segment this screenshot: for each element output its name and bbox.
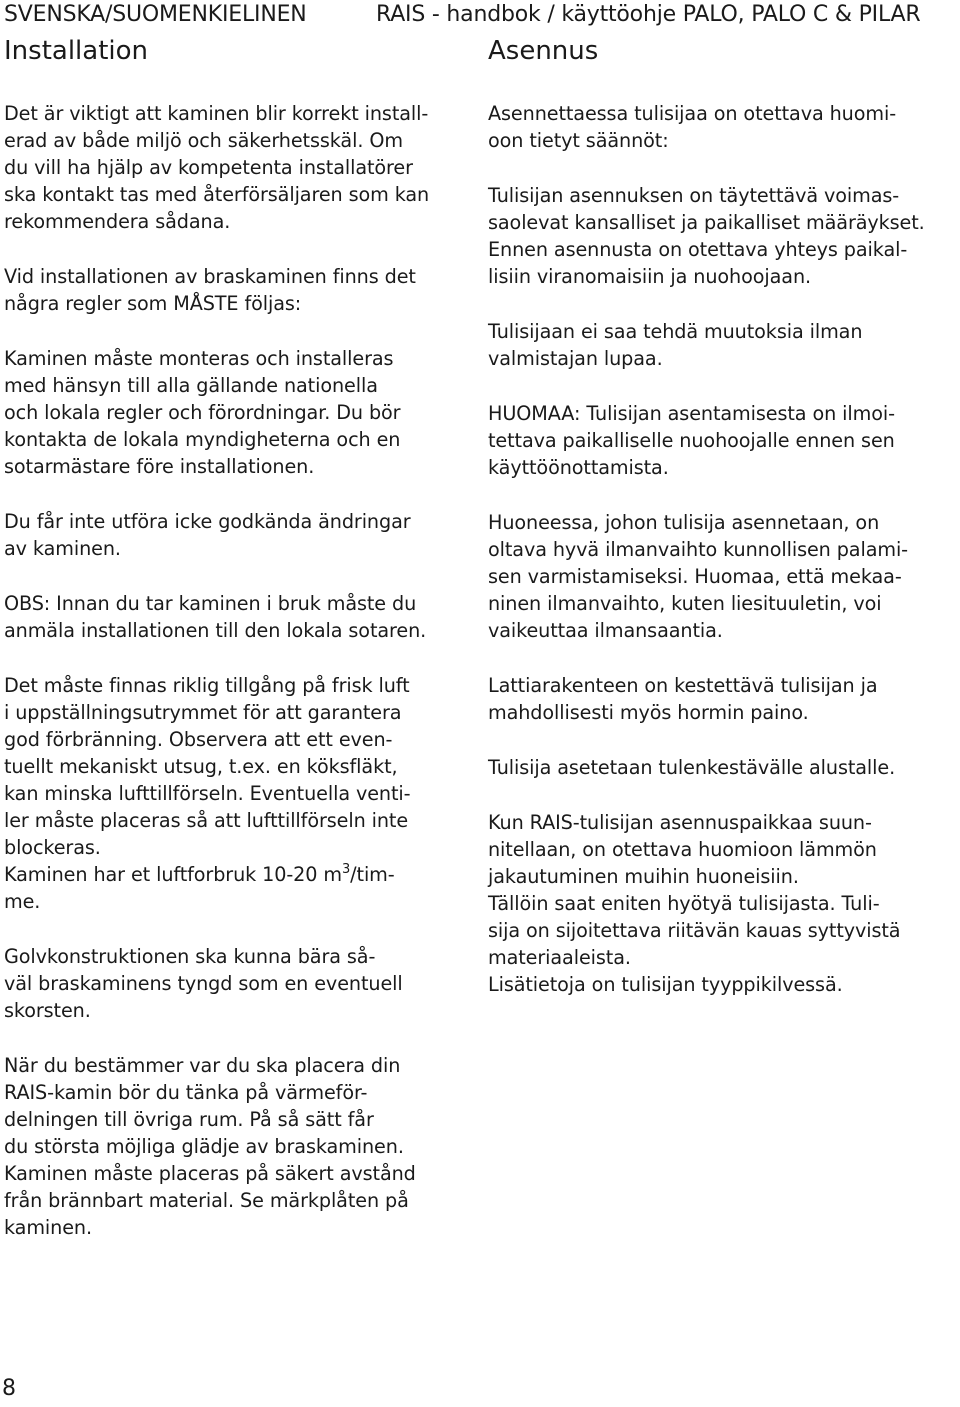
section-title-finnish: Asennus	[488, 36, 599, 66]
section-title-swedish: Installation	[4, 36, 149, 66]
air-consumption-text: Kaminen har et luftforbruk 10-20 m	[4, 863, 342, 886]
paragraph: Lattiarakenteen on kestettävä tulisijan ja mahdollisesti myös hormin paino.	[488, 674, 878, 724]
paragraph: Det måste finnas riklig tillgång på frisk luft i uppställningsutrymmet för att garantera god förbränning. Observera att ett even- tuellt mekaniskt utsug, t.ex. en köksfläkt, kan minska lufttillförseln. Eventuella venti- ler måste placeras så att lufttillförseln inte blockeras.	[4, 674, 411, 859]
cubic-superscript: 3	[341, 862, 351, 877]
header-manual-title: RAIS - handbok / käyttöohje PALO, PALO C & PILAR	[376, 2, 921, 27]
paragraph: Huoneessa, johon tulisija asennetaan, on oltava hyvä ilmanvaihto kunnollisen palami- sen varmistamiseksi. Huomaa, että mekaa- ninen ilmanvaihto, kuten liesituuletin, voi vaikeuttaa ilmansaantia.	[488, 511, 908, 642]
paragraph: Tulisijaan ei saa tehdä muutoksia ilman valmistajan lupaa.	[488, 320, 863, 370]
air-consumption-unit: /tim- me.	[4, 863, 395, 913]
paragraph: Vid installationen av braskaminen finns det några regler som MÅSTE följas:	[4, 265, 416, 315]
finnish-column	[488, 100, 956, 1026]
paragraph: Du får inte utföra icke godkända ändringar av kaminen.	[4, 510, 411, 560]
paragraph: HUOMAA: Tulisijan asentamisesta on ilmoi- tettava paikalliselle nuohoojalle ennen sen käyttöönottamista.	[488, 402, 895, 479]
air-consumption-paragraph	[4, 861, 480, 915]
swedish-column	[4, 100, 480, 1269]
paragraph: Golvkonstruktionen ska kunna bära så- väl braskaminens tyngd som en eventuell skorsten.	[4, 945, 403, 1022]
paragraph: Kun RAIS-tulisijan asennuspaikkaa suun- nitellaan, on otettava huomioon lämmön jakautuminen muihin huoneisiin. Tällöin saat eniten hyötyä tulisijasta. Tuli- sija on sijoitettava riitävän kauas syttyvistä materiaaleista. Lisätietoja on tulisijan tyyppikilvessä.	[488, 811, 901, 996]
paragraph: Asennettaessa tulisijaa on otettava huomi- oon tietyt säännöt:	[488, 102, 897, 152]
header-language: SVENSKA/SUOMENKIELINEN	[4, 2, 307, 27]
paragraph: När du bestämmer var du ska placera din RAIS-kamin bör du tänka på värmeför- delningen till övriga rum. På så sätt får du största möjliga glädje av braskaminen. Kaminen måste placeras på säkert avstånd från brännbart material. Se märkplåten på kaminen.	[4, 1054, 416, 1239]
paragraph: Det är viktigt att kaminen blir korrekt install- erad av både miljö och säkerhetsskäl. Om du vill ha hjälp av kompetenta installatörer ska kontakt tas med återförsäljaren som kan rekommendera sådana.	[4, 102, 430, 233]
paragraph: Tulisijan asennuksen on täytettävä voimas- saolevat kansalliset ja paikalliset määräykset. Ennen asennusta on otettava yhteys paikal- lisiin viranomaisiin ja nuohoojaan.	[488, 184, 925, 288]
paragraph: Kaminen måste monteras och installeras med hänsyn till alla gällande nationella och lokala regler och förordningar. Du bör kontakta de lokala myndigheterna och en sotarmästare före installationen.	[4, 347, 401, 478]
paragraph: OBS: Innan du tar kaminen i bruk måste du anmäla installationen till den lokala sotaren.	[4, 592, 427, 642]
page-number: 8	[2, 1376, 16, 1401]
paragraph: Tulisija asetetaan tulenkestävälle alustalle.	[488, 756, 896, 779]
